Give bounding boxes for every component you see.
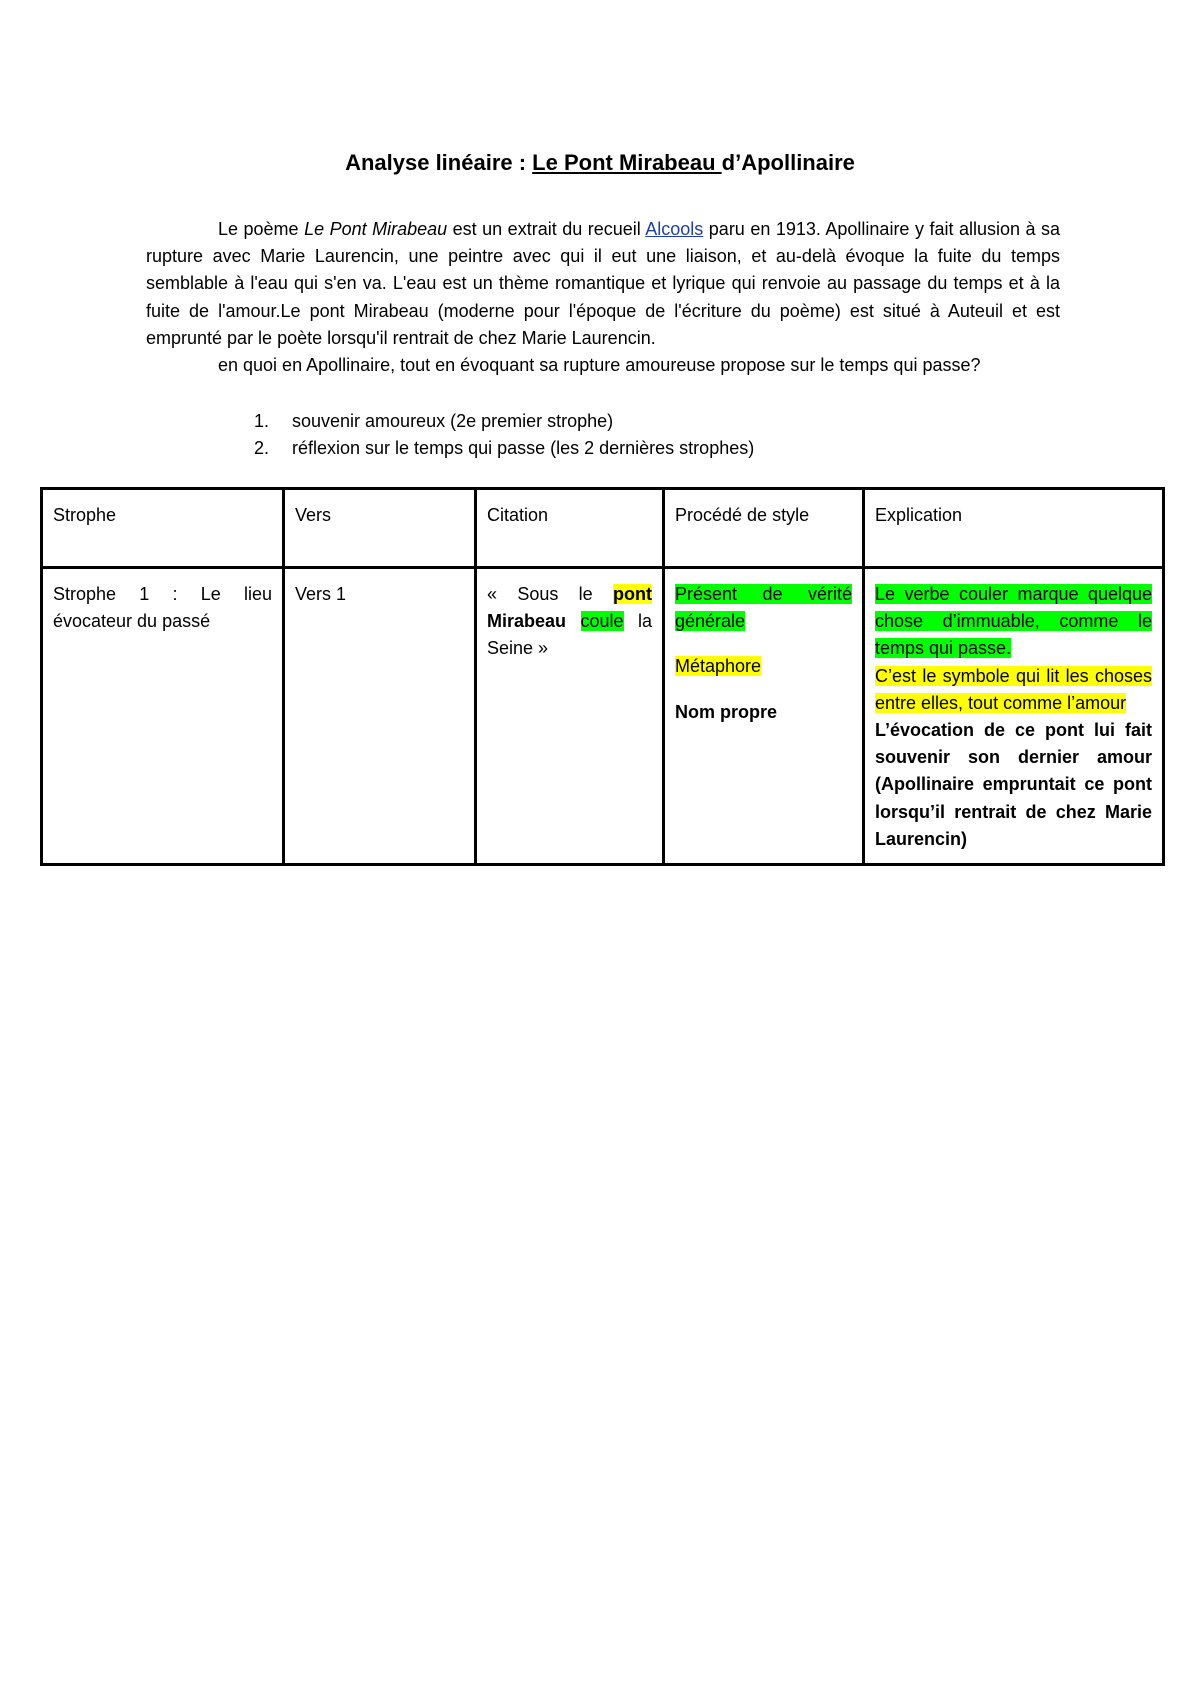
poem-title-italic: Le Pont Mirabeau [304, 219, 448, 239]
procede-metaphore-text: Métaphore [675, 656, 762, 677]
explication-2 [875, 663, 1152, 717]
cell-strophe: Strophe 1 : Le lieu évocateur du passé [42, 568, 284, 865]
explication-3: L’évocation de ce pont lui fait souvenir son dernier amour (Apollinaire empruntait ce pont lorsqu’il rentrait de chez Marie Laurencin) [875, 720, 1152, 849]
procede-nom-propre: Nom propre [675, 701, 778, 722]
header-strophe: Strophe [42, 489, 284, 568]
plan-item-text: réflexion sur le temps qui passe (les 2 dernières strophes) [292, 438, 755, 459]
explication-1 [875, 581, 1152, 663]
intro-paragraph-1 [146, 216, 1060, 352]
plan-list [146, 408, 1060, 462]
header-vers: Vers [284, 489, 476, 568]
procede-metaphore [675, 653, 852, 680]
cell-explication [864, 568, 1164, 865]
procede-present-text: Présent de vérité générale [675, 584, 852, 632]
plan-item-text: souvenir amoureux (2e premier strophe) [292, 411, 614, 431]
plan-item [146, 435, 1060, 462]
explication-1-text: Le verbe couler marque quelque chose d’immuable, comme le temps qui passe. [875, 584, 1152, 659]
citation-highlight-pont: pont [613, 584, 652, 604]
citation-text: la Seine » [487, 611, 652, 659]
header-citation: Citation [476, 489, 664, 568]
header-procede: Procédé de style [664, 489, 864, 568]
title-suffix: d’Apollinaire [721, 150, 855, 175]
citation-space [566, 611, 580, 631]
citation-highlight-coule: coule [580, 611, 624, 632]
intro-text-part: est un extrait du recueil [447, 219, 646, 239]
spacer [675, 681, 852, 699]
cell-citation [476, 568, 664, 865]
intro-paragraph-2: en quoi en Apollinaire, tout en évoquant sa rupture amoureuse propose sur le temps qui passe? [218, 355, 981, 376]
intro-text-part: paru en 1913. Apollinaire y fait allusion à sa rupture avec Marie Laurencin, une peintre avec qui il eut une liaison, et au-delà évoque la fuite du temps semblable à l'eau qui s'en va. L'eau est un thème romantique et lyrique qui renvoie au passage du temps et à la fuite de l'amour.Le pont Mirabeau (moderne pour l'époque de l'écriture du poème) est situé à Auteuil et est emprunté par le poète lorsqu'il rentrait de chez Marie Laurencin. [146, 219, 1061, 348]
analysis-table [40, 487, 1165, 866]
plan-item [146, 408, 1060, 435]
document-title [0, 148, 1200, 178]
table-row [42, 568, 1164, 865]
procede-present [675, 581, 852, 635]
alcools-link[interactable]: Alcools [645, 219, 704, 239]
intro-text-part: Le poème [218, 219, 305, 239]
table-header-row [42, 489, 1164, 568]
plan-item-number: 2. [254, 438, 270, 459]
plan-item-number: 1. [254, 411, 270, 431]
citation-text: « Sous le [487, 584, 614, 604]
title-prefix: Analyse linéaire : [345, 150, 533, 175]
explication-2-text: C’est le symbole qui lit les choses entre elles, tout comme l’amour [875, 665, 1152, 713]
header-explication: Explication [864, 489, 1164, 568]
spacer [675, 635, 852, 653]
cell-procede [664, 568, 864, 865]
intro-text [146, 216, 1060, 379]
cell-vers: Vers 1 [284, 568, 476, 865]
citation-mirabeau: Mirabeau [487, 611, 567, 632]
title-underlined: Le Pont Mirabeau [532, 150, 722, 175]
